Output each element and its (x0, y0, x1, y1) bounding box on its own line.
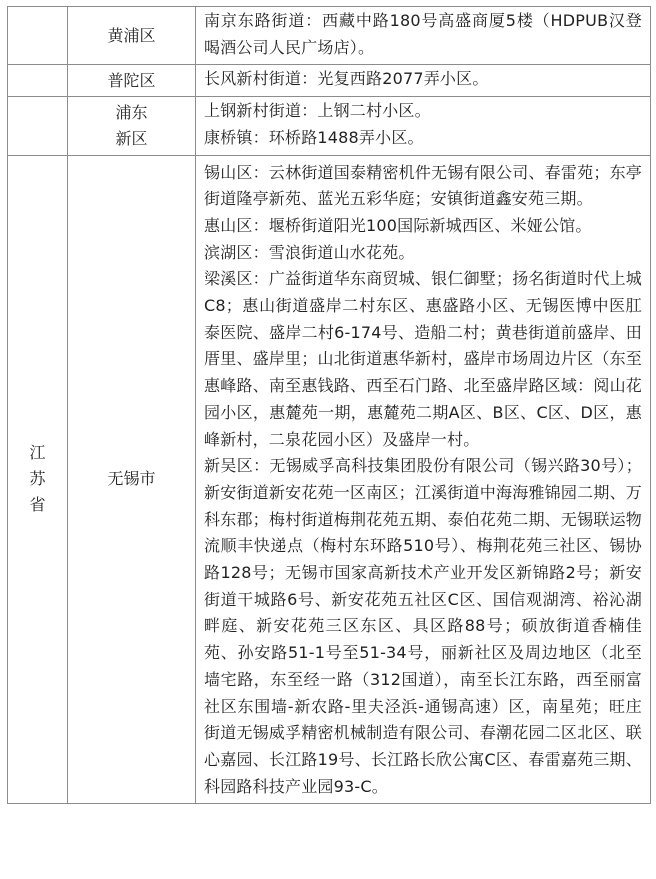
location-line: 南京东路街道：西藏中路180号高盛商厦5楼（HDPUB汉登喝酒公司人民广场店）。 (204, 11, 642, 57)
district-cell (68, 7, 196, 65)
location-line-binhu: 滨湖区：雪浪街道山水花苑。 (204, 242, 415, 262)
province-cell-shanghai (8, 65, 68, 97)
location-cell (196, 97, 651, 155)
location-line-huishan: 惠山区：堰桥街道阳光100国际新城西区、米娅公馆。 (204, 215, 592, 235)
epidemic-area-table (7, 6, 651, 804)
table-row (8, 65, 651, 97)
location-cell (196, 155, 651, 804)
province-cell-shanghai (8, 97, 68, 155)
district-name: 浦东新区 (115, 102, 148, 148)
location-cell (196, 65, 651, 97)
location-line: 长风新村街道：光复西路2077弄小区。 (204, 69, 489, 89)
table-row (8, 97, 651, 155)
district-name: 黄浦区 (107, 25, 156, 45)
city-cell (68, 155, 196, 804)
location-cell (196, 7, 651, 65)
location-line-xishan: 锡山区：云林街道国泰精密机件无锡有限公司、春雷苑；东亭街道隆亭新苑、蓝光五彩华庭；安镇街道鑫安苑三期。 (204, 162, 642, 209)
table-row (8, 7, 651, 65)
city-name: 无锡市 (107, 469, 156, 489)
district-cell (68, 65, 196, 97)
location-line: 上钢新村街道：上钢二村小区。 (204, 101, 431, 121)
table-row (8, 155, 651, 804)
province-cell (8, 155, 68, 804)
location-line-xinwu: 新吴区：无锡威孚高科技集团股份有限公司（锡兴路30号）；新安街道新安花苑一区南区；江溪街道中海海雅锦园二期、万科东郡；梅村街道梅荆花苑五期、泰伯花苑二期、无锡联运物流顺丰快递点（梅村东环路510号）、梅荆花苑三社区、锡协路128号；无锡市国家高新技术产业开发区新锦路2号；新安街道干城路6号、新安花苑五社区C区、国信观湖湾、裕沁湖畔庭、新安花苑三区东区、具区路88号；硕放街道香楠佳苑、孙安路51-1号至51-34号，丽新社区及周边地区（北至墙宅路，东至经一路（312国道），南至长江东路，西至丽富社区东围墙-新农路-里夫泾浜-通锡高速）区，南星苑；旺庄街道无锡威孚精密机械制造有限公司、春潮花园二区北区、联心嘉园、长江路19号、长江路长欣公寓C区、春雷嘉苑三期、科园路科技产业园93-C。 (204, 456, 642, 796)
location-line-liangxi: 梁溪区：广益街道华东商贸城、银仁御墅；扬名街道时代上城C8；惠山街道盛岸二村东区、惠盛路小区、无锡医博中医肛泰医院、盛岸二村6-174号、造船二村；黄巷街道前盛岸、田厝里、盛岸里；山北街道惠华新村，盛岸市场周边片区（东至惠峰路、南至惠钱路、西至石门路、北至盛岸路区域：阅山花园小区，惠麓苑一期，惠麓苑二期A区、B区、C区、D区，惠峰新村，二泉花园小区）及盛岸一村。 (204, 269, 642, 449)
district-cell (68, 97, 196, 155)
location-line: 康桥镇：环桥路1488弄小区。 (204, 127, 424, 147)
province-name: 江苏省 (29, 443, 46, 515)
province-cell-shanghai (8, 7, 68, 65)
district-name: 普陀区 (107, 70, 156, 90)
